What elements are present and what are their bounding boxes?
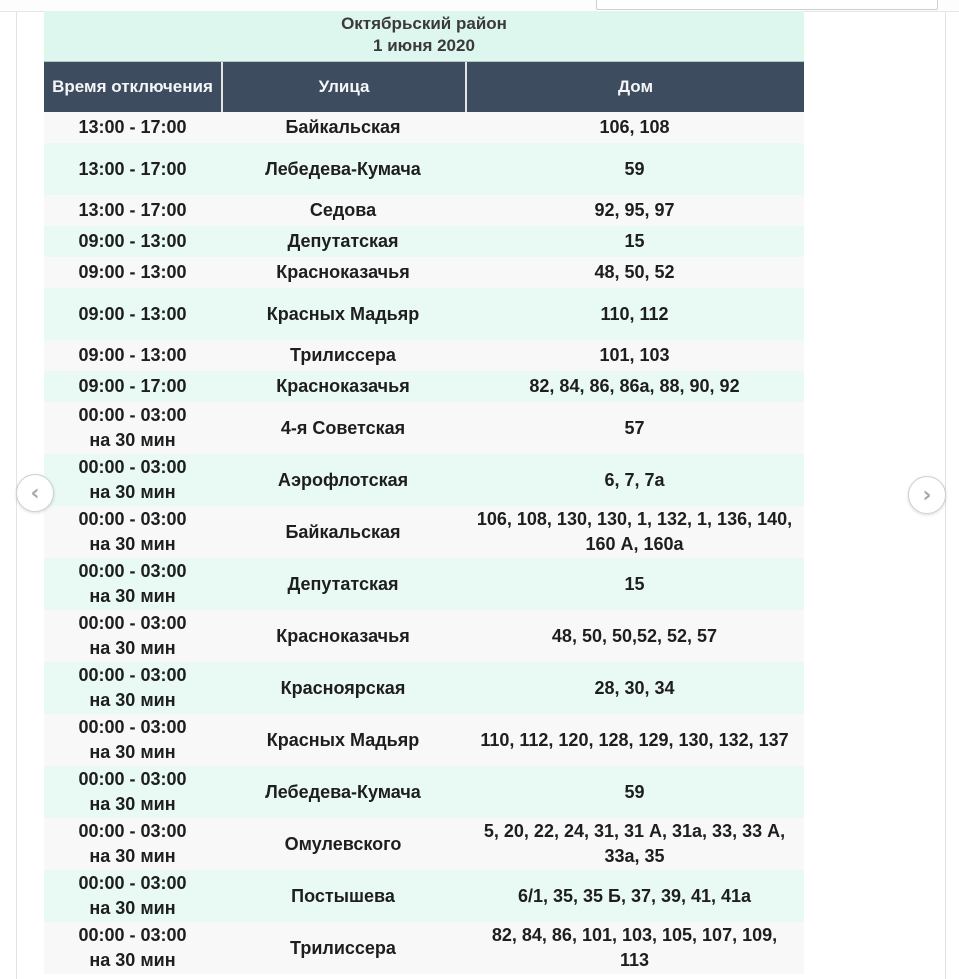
cell-house: 106, 108 [599, 117, 670, 137]
cell-street: Омулевского [284, 833, 402, 854]
cell-time: 09:00 - 13:00 [78, 262, 187, 282]
table-row [44, 558, 804, 610]
cell-time: 00:00 - 03:00 на 30 мин [78, 613, 187, 658]
cell-time: 13:00 - 17:00 [78, 200, 187, 220]
cell-time: 00:00 - 03:00 на 30 мин [78, 769, 187, 814]
cell-time: 13:00 - 17:00 [78, 117, 187, 137]
cell-time: 09:00 - 13:00 [78, 231, 187, 251]
table-row [44, 662, 804, 714]
table-row [44, 402, 804, 454]
cell-time: 09:00 - 13:00 [78, 303, 187, 324]
cell-house: 82, 84, 86, 101, 103, 105, 107, 109, 113 [491, 925, 778, 970]
cell-time: 00:00 - 03:00 на 30 мин [78, 821, 187, 866]
cell-house: 59 [624, 158, 645, 179]
cell-street: Лебедева-Кумача [265, 781, 421, 802]
cell-street: Трилиссера [290, 345, 396, 365]
cell-house: 57 [624, 417, 645, 438]
cell-house: 48, 50, 52 [594, 262, 675, 282]
cell-house: 92, 95, 97 [594, 200, 675, 220]
cell-house: 15 [624, 573, 645, 594]
table-row [44, 714, 804, 766]
cell-street: Байкальская [285, 521, 401, 542]
table-row [44, 195, 804, 226]
table-row [44, 506, 804, 558]
table-row [44, 454, 804, 506]
cell-time: 09:00 - 17:00 [78, 376, 187, 396]
table-row [44, 922, 804, 974]
table-body [44, 112, 804, 974]
cell-street: Аэрофлотская [277, 469, 409, 490]
cell-house: 6, 7, 7а [604, 469, 665, 490]
table-row [44, 288, 804, 340]
cell-street: Красноказачья [276, 625, 410, 646]
cell-street: Красноказачья [276, 376, 410, 396]
cell-house: 15 [624, 231, 645, 251]
cell-house: 5, 20, 22, 24, 31, 31 А, 31а, 33, 33 А, 33а, 35 [483, 821, 786, 866]
cell-time: 00:00 - 03:00 на 30 мин [78, 925, 187, 970]
chevron-left-icon: ‹ [30, 480, 40, 506]
schedule-date: 1 июня 2020 [373, 36, 475, 55]
column-headers [44, 61, 804, 112]
cell-house: 110, 112, 120, 128, 129, 130, 132, 137 [480, 729, 789, 750]
cell-street: Лебедева-Кумача [265, 158, 421, 179]
cell-time: 00:00 - 03:00 на 30 мин [78, 457, 187, 502]
cell-time: 00:00 - 03:00 на 30 мин [78, 405, 187, 450]
district-title: Октябрьский район [341, 14, 507, 33]
table-row [44, 371, 804, 402]
cell-time: 00:00 - 03:00 на 30 мин [78, 665, 187, 710]
column-header-house: Дом [465, 62, 804, 112]
cell-street: Байкальская [285, 117, 401, 137]
cell-street: Красных Мадьяр [266, 729, 420, 750]
cropped-box [596, 0, 938, 10]
chevron-right-icon: › [922, 482, 932, 508]
cell-house: 48, 50, 50,52, 52, 57 [551, 625, 718, 646]
table-row [44, 870, 804, 922]
table-row [44, 610, 804, 662]
cell-time: 00:00 - 03:00 на 30 мин [78, 717, 187, 762]
cell-house: 6/1, 35, 35 Б, 37, 39, 41, 41а [517, 885, 752, 906]
cell-house: 28, 30, 34 [594, 677, 675, 698]
carousel-next-button[interactable] [908, 476, 946, 514]
cell-street: Постышева [291, 885, 395, 906]
cell-house: 110, 112 [600, 303, 669, 324]
table-row [44, 226, 804, 257]
cell-house: 59 [624, 781, 645, 802]
table-row [44, 143, 804, 195]
cell-time: 13:00 - 17:00 [78, 158, 187, 179]
cell-time: 09:00 - 13:00 [78, 345, 187, 365]
cell-street: Депутатская [287, 231, 399, 251]
cell-street: Седова [309, 200, 377, 220]
carousel-prev-button[interactable] [16, 474, 54, 512]
cell-house: 82, 84, 86, 86а, 88, 90, 92 [529, 376, 740, 396]
cell-street: Красноярская [280, 677, 406, 698]
cell-street: Красноказачья [276, 262, 410, 282]
schedule-header [44, 11, 804, 61]
table-row [44, 818, 804, 870]
cell-time: 00:00 - 03:00 на 30 мин [78, 561, 187, 606]
table-row [44, 112, 804, 143]
cell-house: 101, 103 [599, 345, 670, 365]
table-row [44, 257, 804, 288]
cell-time: 00:00 - 03:00 на 30 мин [78, 873, 187, 918]
table-row [44, 766, 804, 818]
cell-time: 00:00 - 03:00 на 30 мин [78, 509, 187, 554]
cell-street: 4-я Советская [280, 417, 406, 438]
cell-street: Трилиссера [290, 937, 396, 958]
cell-house: 106, 108, 130, 130, 1, 132, 1, 136, 140, 160 А, 160а [476, 509, 793, 554]
table-row [44, 340, 804, 371]
schedule-table [44, 11, 804, 974]
cell-street: Депутатская [287, 573, 399, 594]
column-header-time: Время отключения [52, 77, 213, 96]
column-header-street: Улица [221, 62, 465, 112]
cell-street: Красных Мадьяр [266, 303, 420, 324]
